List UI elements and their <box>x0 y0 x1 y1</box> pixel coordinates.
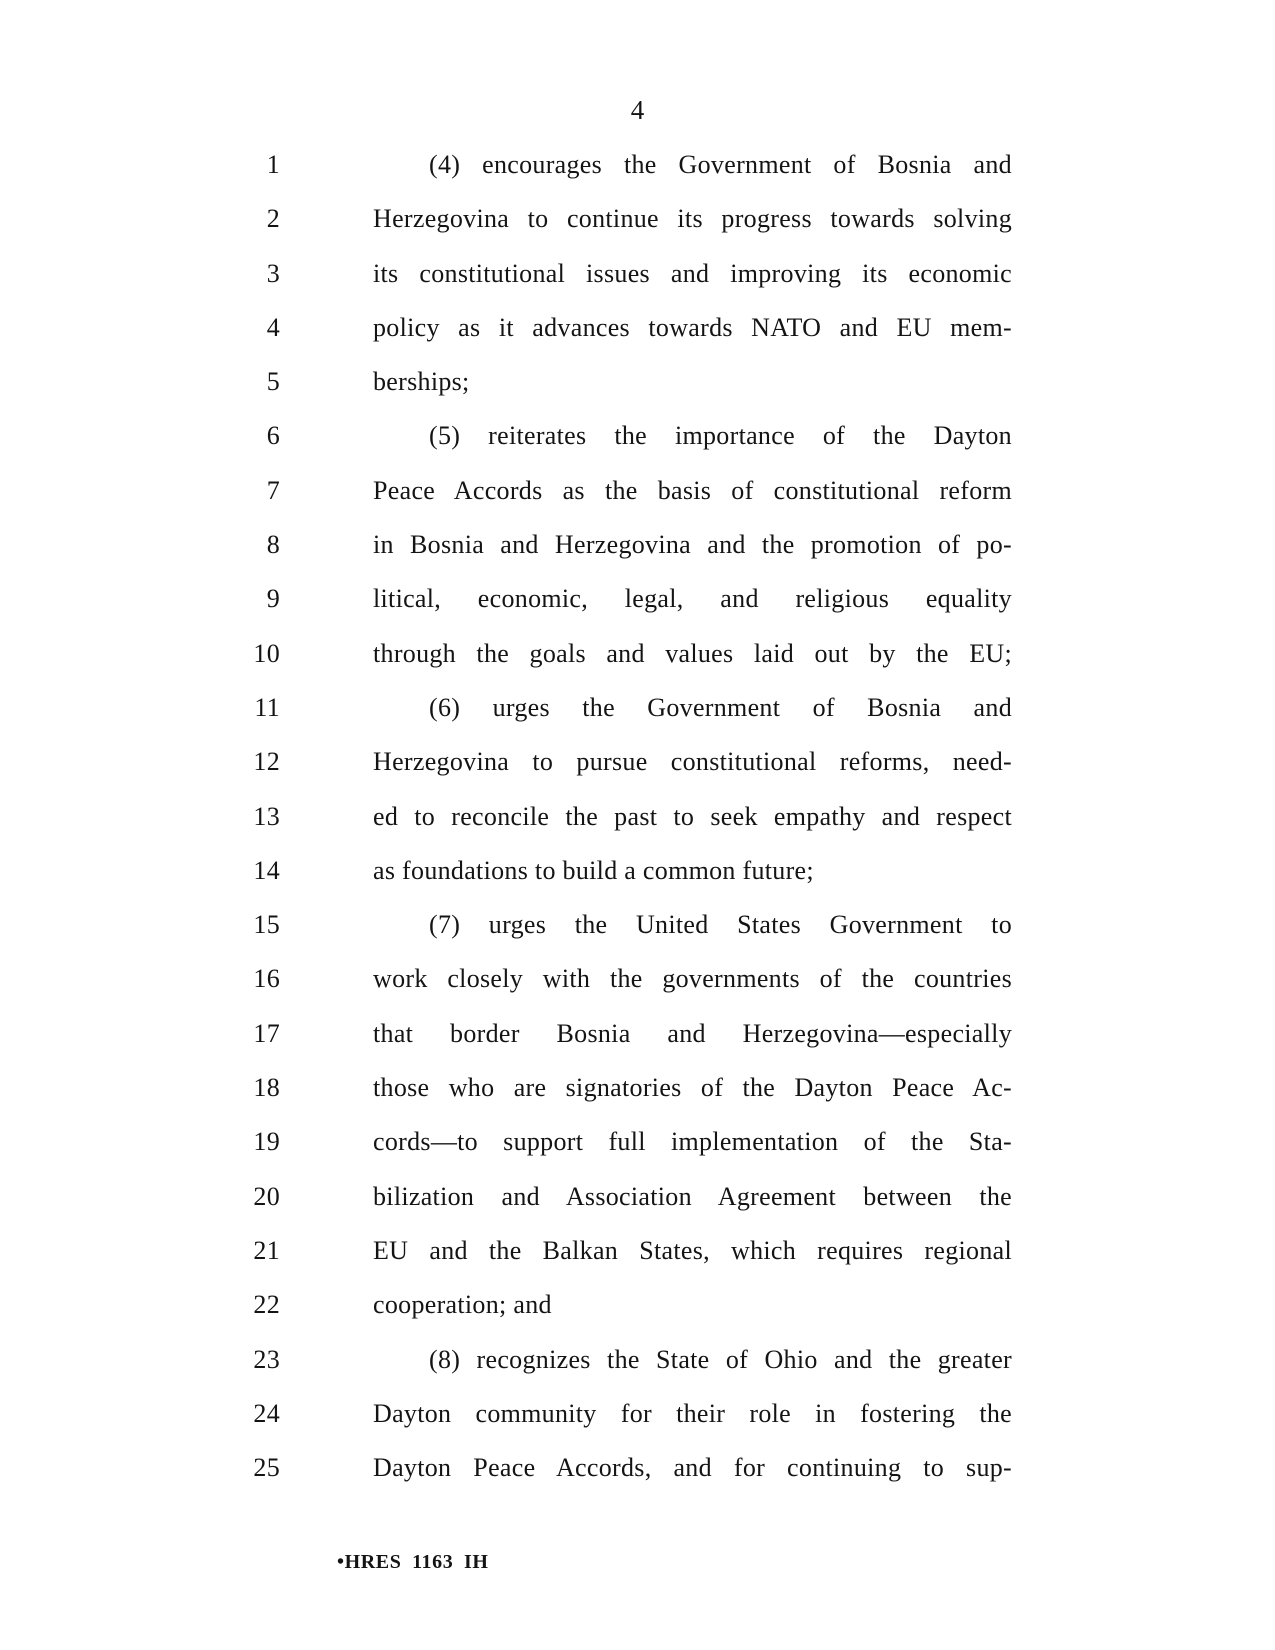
line-text: bilization and Association Agreement between the <box>373 1181 1012 1211</box>
document-line <box>0 1452 1275 1506</box>
line-text: cooperation; and <box>373 1290 552 1320</box>
line-text: berships; <box>373 367 470 397</box>
line-number: 5 <box>266 367 280 397</box>
line-number: 12 <box>253 747 280 777</box>
document-lines <box>0 149 1275 1506</box>
footer-slug: •HRES 1163 IH <box>337 1551 489 1573</box>
line-number: 1 <box>266 150 280 179</box>
line-text: those who are signatories of the Dayton Peace Ac- <box>373 1073 1012 1103</box>
document-line <box>0 638 1275 692</box>
document-line <box>0 529 1275 583</box>
document-line <box>0 963 1275 1017</box>
line-number: 14 <box>253 855 280 885</box>
line-text: (5) reiterates the importance of the Dayton <box>429 421 1012 451</box>
document-line <box>0 312 1275 366</box>
document-line <box>0 475 1275 529</box>
line-number: 6 <box>266 421 280 451</box>
document-line <box>0 1018 1275 1072</box>
line-text: Dayton Peace Accords, and for continuing to sup- <box>373 1453 1012 1483</box>
line-text: as foundations to build a common future; <box>373 855 814 885</box>
line-number: 15 <box>253 910 280 940</box>
line-number: 20 <box>253 1181 280 1211</box>
line-number: 19 <box>253 1127 280 1157</box>
document-line <box>0 583 1275 637</box>
document-line <box>0 746 1275 800</box>
line-text: Peace Accords as the basis of constitutional reform <box>373 475 1012 505</box>
line-text: litical, economic, legal, and religious equality <box>373 584 1012 614</box>
line-number: 22 <box>253 1290 280 1320</box>
line-number: 13 <box>253 801 280 831</box>
line-text: (4) encourages the Government of Bosnia and <box>429 150 1012 179</box>
line-text: Herzegovina to pursue constitutional reforms, need- <box>373 747 1012 777</box>
line-number: 2 <box>266 204 280 234</box>
document-line <box>0 801 1275 855</box>
line-text: in Bosnia and Herzegovina and the promotion of po- <box>373 530 1012 560</box>
page-number: 4 <box>630 95 645 125</box>
line-number: 9 <box>266 584 280 614</box>
line-text: that border Bosnia and Herzegovina—especially <box>373 1018 1012 1048</box>
document-line <box>0 909 1275 963</box>
line-text: through the goals and values laid out by the EU; <box>373 638 1012 668</box>
document-line <box>0 149 1275 203</box>
document-line <box>0 203 1275 257</box>
line-text: (8) recognizes the State of Ohio and the greater <box>429 1344 1012 1374</box>
document-line <box>0 1072 1275 1126</box>
line-number: 3 <box>266 258 280 288</box>
document-line <box>0 1126 1275 1180</box>
line-text: (7) urges the United States Government to <box>429 910 1012 940</box>
line-number: 25 <box>253 1453 280 1483</box>
document-line <box>0 420 1275 474</box>
line-text: work closely with the governments of the countries <box>373 964 1012 994</box>
document-line <box>0 1398 1275 1452</box>
line-number: 4 <box>266 312 280 342</box>
line-number: 8 <box>266 530 280 560</box>
document-line <box>0 692 1275 746</box>
document-line <box>0 1344 1275 1398</box>
line-number: 11 <box>254 692 280 722</box>
line-text: (6) urges the Government of Bosnia and <box>429 692 1012 722</box>
document-line <box>0 855 1275 909</box>
document-line <box>0 1235 1275 1289</box>
document-line <box>0 1289 1275 1343</box>
line-text: Herzegovina to continue its progress towards solving <box>373 204 1012 234</box>
line-text: Dayton community for their role in fostering the <box>373 1398 1012 1428</box>
line-text: cords—to support full implementation of the Sta- <box>373 1127 1012 1157</box>
line-number: 23 <box>253 1344 280 1374</box>
line-number: 18 <box>253 1073 280 1103</box>
line-text: policy as it advances towards NATO and EU mem- <box>373 312 1012 342</box>
line-number: 17 <box>253 1018 280 1048</box>
line-number: 10 <box>253 638 280 668</box>
line-number: 21 <box>253 1235 280 1265</box>
document-line <box>0 1181 1275 1235</box>
line-text: its constitutional issues and improving its economic <box>373 258 1012 288</box>
line-number: 7 <box>266 475 280 505</box>
document-line <box>0 258 1275 312</box>
line-text: EU and the Balkan States, which requires regional <box>373 1235 1012 1265</box>
line-number: 16 <box>253 964 280 994</box>
line-number: 24 <box>253 1398 280 1428</box>
line-text: ed to reconcile the past to seek empathy and respect <box>373 801 1012 831</box>
document-line <box>0 366 1275 420</box>
